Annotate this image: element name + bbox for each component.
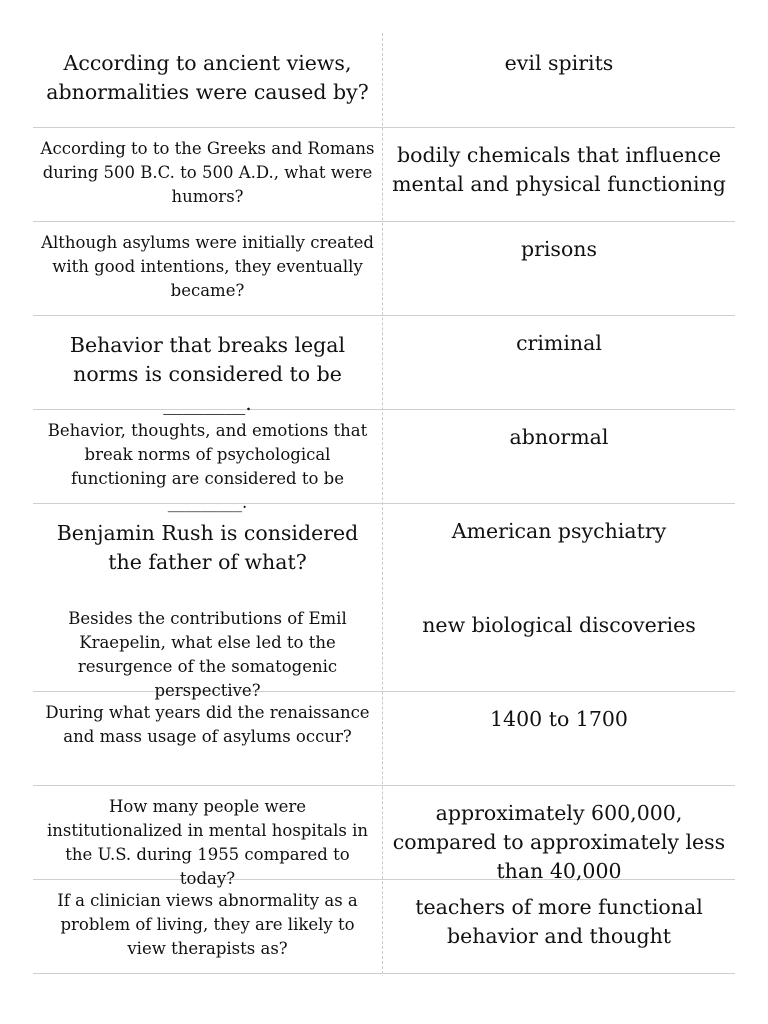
question-text: During what years did the renaissance and mass usage of asylums occur? [45, 703, 370, 746]
question-text: Behavior that breaks legal norms is considered to be ________. [69, 333, 346, 415]
flashcard-row [33, 127, 735, 222]
flashcard-row [33, 785, 735, 888]
question-text: According to to the Greeks and Romans during 500 B.C. to 500 A.D., what were humors? [40, 139, 375, 206]
flashcard-row [33, 597, 735, 700]
answer-text: abnormal [509, 425, 609, 449]
answer-text: bodily chemicals that influence mental and physical functioning [392, 143, 726, 196]
question-text: How many people were institutionalized in mental hospitals in the U.S. during 1955 compared to today? [46, 797, 369, 888]
flashcard-sheet [33, 33, 735, 974]
question-text: Besides the contributions of Emil Kraepelin, what else led to the resurgence of the somatogenic perspective? [68, 609, 347, 700]
answer-text: new biological discoveries [422, 613, 696, 637]
question-text: Behavior, thoughts, and emotions that break norms of psychological functioning are considered to be _________. [47, 421, 368, 512]
question-text: Although asylums were initially created with good intentions, they eventually became? [41, 233, 374, 300]
flashcard-row [33, 221, 735, 316]
question-text: Benjamin Rush is considered the father of what? [56, 521, 359, 574]
flashcard-row [33, 409, 735, 512]
answer-text: American psychiatry [451, 519, 667, 543]
question-text: If a clinician views abnormality as a problem of living, they are likely to view therapists as? [57, 891, 358, 958]
flashcard-row [33, 691, 735, 786]
flashcard-row [33, 315, 735, 415]
question-text: According to ancient views, abnormalities were caused by? [46, 51, 369, 104]
flashcard-row [33, 503, 735, 597]
answer-text: approximately 600,000, compared to approximately less than 40,000 [392, 801, 726, 883]
answer-text: evil spirits [504, 51, 614, 75]
flashcard-row [33, 879, 735, 974]
answer-text: 1400 to 1700 [490, 707, 628, 731]
flashcard-row [33, 33, 735, 128]
answer-text: teachers of more functional behavior and thought [415, 895, 703, 948]
answer-text: prisons [520, 237, 598, 261]
answer-text: criminal [516, 331, 602, 355]
